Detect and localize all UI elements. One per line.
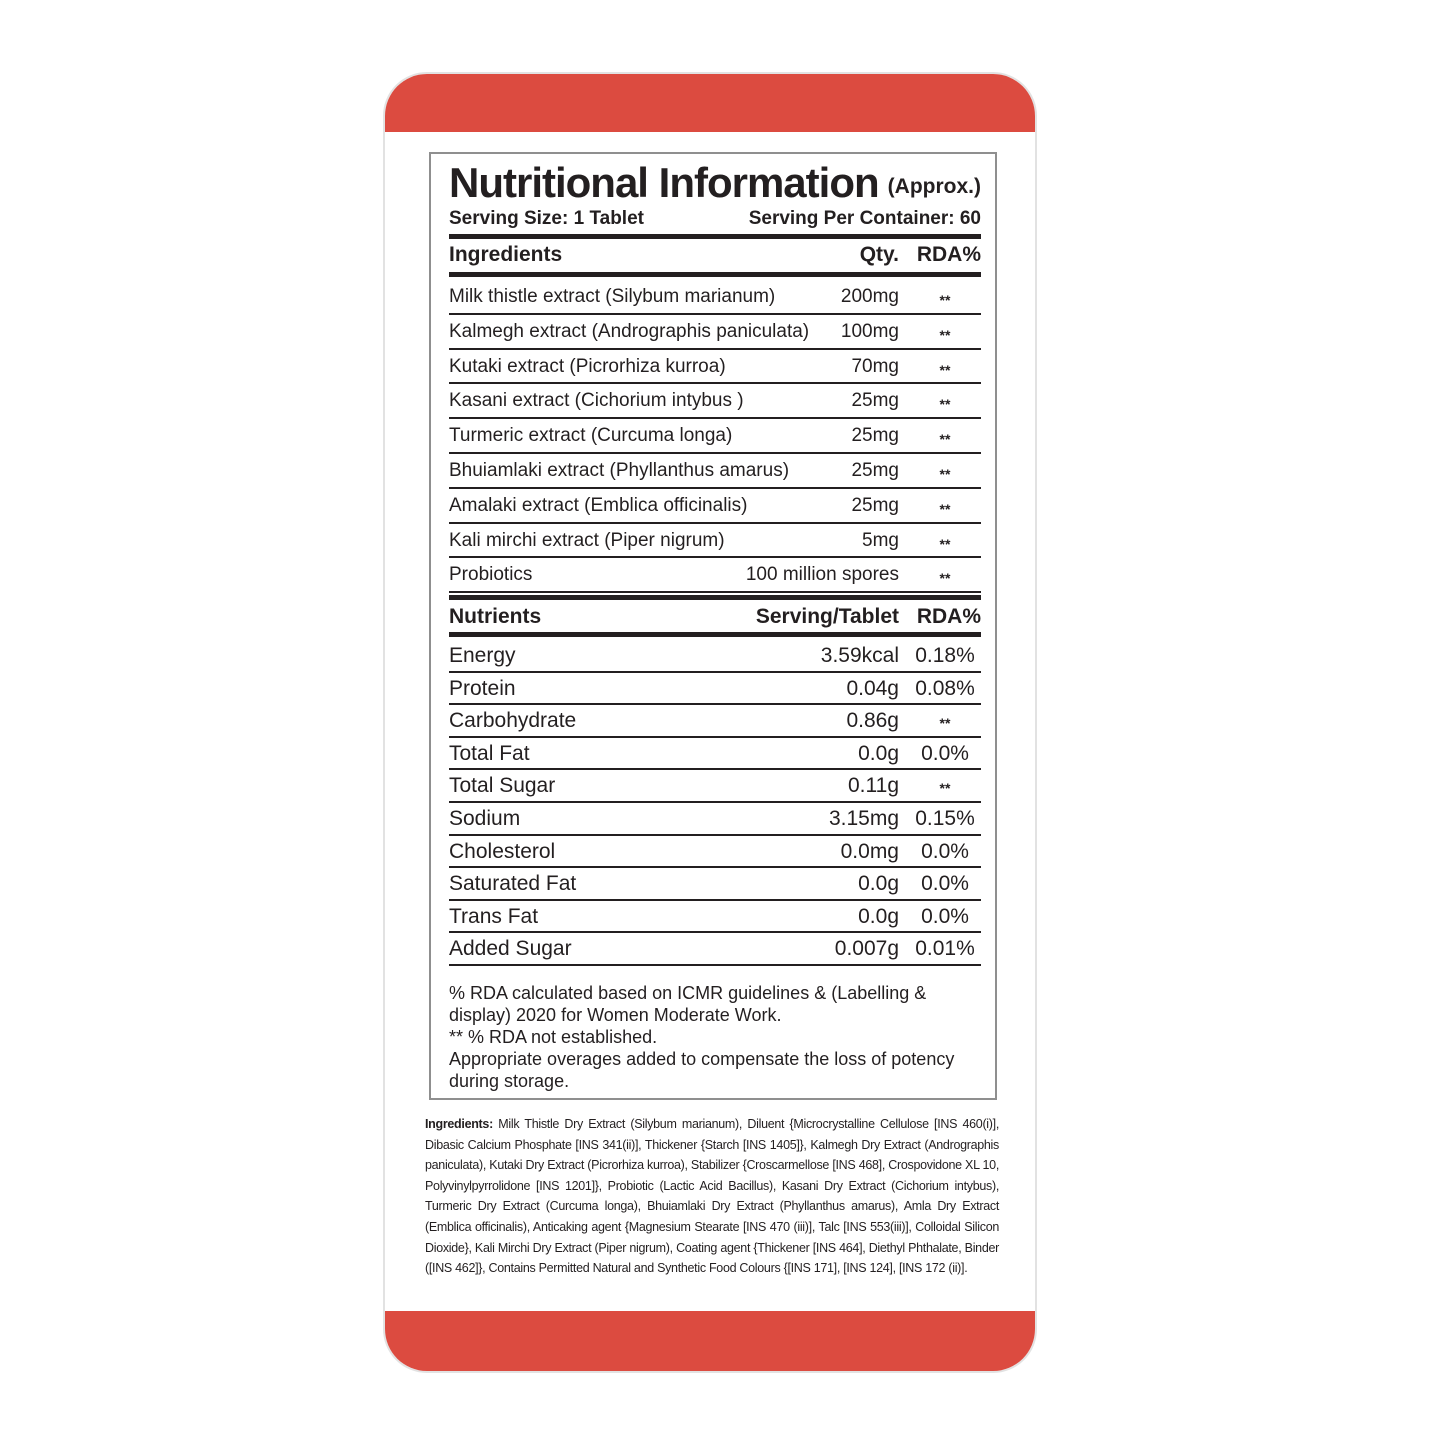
nutrient-name: Protein [449, 676, 516, 700]
nutrition-panel [429, 152, 997, 1100]
ingredient-rda: ** [939, 466, 951, 482]
serving-row [449, 206, 981, 232]
nutrient-name: Total Fat [449, 741, 530, 765]
ingredients-header-name: Ingredients [449, 243, 563, 266]
note-line: % RDA calculated based on ICMR guidelines & (Labelling & display) 2020 for Women Moderate Work. [449, 983, 927, 1025]
ingredient-rda: ** [939, 570, 951, 587]
ingredient-name: Kali mirchi extract (Piper nigrum) [449, 529, 725, 551]
nutrient-rda: 0.0% [921, 872, 969, 896]
nutrient-row [449, 868, 981, 901]
ingredient-row [449, 454, 981, 489]
ingredient-qty: 25mg [851, 494, 899, 516]
ingredient-row [449, 280, 981, 315]
ingredient-name: Kalmegh extract (Andrographis paniculata) [449, 320, 810, 342]
approx-note: (Approx.) [887, 175, 981, 198]
rda-notes [449, 982, 981, 1092]
nutrient-rda: 0.0% [921, 839, 969, 863]
ingredients-header-qty: Qty. [859, 243, 899, 266]
top-color-band [385, 74, 1035, 132]
note-line: ** % RDA not established. [449, 1027, 658, 1047]
ingredient-name: Turmeric extract (Curcuma longa) [449, 425, 733, 447]
nutrients-header-rda: RDA% [916, 605, 981, 628]
nutrient-serving: 0.86g [846, 709, 899, 733]
nutrient-rda: 0.0% [921, 741, 969, 765]
ingredient-row [449, 419, 981, 454]
note-line: Appropriate overages added to compensate the loss of potency during storage. [449, 1049, 955, 1091]
nutrient-serving: 0.0g [858, 904, 899, 928]
ingredient-qty: 25mg [851, 460, 899, 481]
nutrients-header [449, 602, 981, 632]
nutrient-rda: 0.01% [915, 937, 975, 961]
ingredients-statement-heading: Ingredients: [425, 1117, 493, 1131]
nutrient-name: Sodium [449, 807, 521, 830]
nutrient-serving: 0.007g [834, 937, 899, 961]
ingredient-qty: 100 million spores [745, 564, 899, 586]
nutrient-rda: 0.08% [915, 676, 975, 700]
ingredient-rda: ** [939, 396, 951, 413]
nutrients-header-qty: Serving/Tablet [755, 605, 899, 628]
nutrients-header-name: Nutrients [449, 605, 542, 628]
serving-per-container: Serving Per Container: 60 [748, 208, 981, 229]
ingredient-rda: ** [939, 431, 951, 448]
nutrient-name: Cholesterol [449, 839, 556, 863]
ingredient-qty: 5mg [862, 529, 899, 551]
nutrient-row [449, 738, 981, 771]
ingredients-header [449, 240, 981, 270]
nutrient-rda: 0.18% [915, 644, 975, 667]
ingredient-row [449, 524, 981, 559]
nutrient-name: Saturated Fat [449, 872, 577, 896]
ingredients-statement [425, 1114, 999, 1279]
ingredient-rda: ** [939, 361, 951, 378]
ingredient-name: Milk thistle extract (Silybum marianum) [449, 286, 776, 307]
nutrient-name: Trans Fat [449, 904, 539, 928]
ingredient-qty: 70mg [851, 355, 899, 377]
nutrient-rda: 0.15% [915, 807, 975, 830]
nutrient-serving: 0.04g [846, 676, 899, 700]
nutrient-row [449, 640, 981, 673]
ingredient-row [449, 384, 981, 419]
nutrient-name: Carbohydrate [449, 709, 577, 733]
divider-thick [449, 595, 981, 600]
title-row [449, 160, 981, 206]
nutrient-rda: ** [939, 780, 951, 797]
divider-thick [449, 234, 981, 239]
ingredient-name: Amalaki extract (Emblica officinalis) [449, 494, 748, 516]
nutrient-row [449, 705, 981, 738]
nutrient-rda: ** [939, 715, 951, 732]
nutrient-serving: 0.11g [848, 774, 899, 798]
nutrient-name: Added Sugar [449, 937, 572, 961]
nutrient-name: Energy [449, 644, 516, 667]
nutrient-serving: 3.15mg [828, 807, 899, 830]
ingredient-rda: ** [939, 535, 951, 552]
serving-size: Serving Size: 1 Tablet [449, 208, 644, 229]
ingredient-name: Probiotics [449, 564, 533, 586]
nutrient-row [449, 803, 981, 836]
ingredient-qty: 25mg [851, 425, 899, 447]
ingredient-rda: ** [939, 326, 951, 343]
nutrient-row [449, 933, 981, 966]
ingredient-qty: 100mg [840, 320, 899, 342]
ingredient-row [449, 315, 981, 350]
nutrient-serving: 3.59kcal [820, 644, 899, 667]
nutrient-rda: 0.0% [921, 904, 969, 928]
ingredients-statement-text: Milk Thistle Dry Extract (Silybum marianum), Diluent {Microcrystalline Cellulose [INS 460(i)], Dibasic Calcium Phosphate [INS 341(ii)], Thickener {Starch [INS 1405]}, Kalmegh Dry Extract (Andrographis paniculata), Kutaki Dry Extract (Picrorhiza kurroa), Stabilizer {Croscarmellose [INS 468], Crospovidone XL 10, Polyvinylpyrrolidone [INS 1201]}, Probiotic (Lactic Acid Bacillus), Kasani Dry Extract (Cichorium intybus), Turmeric Dry Extract (Curcuma longa), Bhuiamlaki Dry Extract (Phyllanthus amarus), Amla Dry Extract (Emblica officinalis), Anticaking agent {Magnesium Stearate [INS 470 (iii)], Talc [INS 553(iii)], Colloidal Silicon Dioxide}, Kali Mirchi Dry Extract (Piper nigrum), Coating agent {Thickener [INS 464], Diethyl Phthalate, Binder ([INS 462]}, Contains Permitted Natural and Synthetic Food Colours {[INS 171], [INS 124], [INS 172 (ii)]. [425, 1117, 999, 1276]
label-card [383, 72, 1037, 1373]
panel-title: Nutritional Information [449, 159, 879, 206]
nutrient-serving: 0.0g [858, 872, 899, 896]
nutrient-serving: 0.0mg [840, 839, 899, 863]
ingredient-qty: 200mg [840, 286, 899, 307]
ingredient-rda: ** [939, 500, 951, 517]
divider-thick [449, 272, 981, 277]
ingredient-row [449, 350, 981, 385]
ingredient-name: Kasani extract (Cichorium intybus ) [449, 390, 744, 412]
nutrient-serving: 0.0g [858, 741, 899, 765]
nutrient-name: Total Sugar [449, 774, 556, 798]
ingredient-row [449, 489, 981, 524]
nutrient-row [449, 836, 981, 869]
bottom-color-band [385, 1311, 1035, 1371]
ingredients-header-rda: RDA% [916, 243, 981, 266]
ingredient-name: Kutaki extract (Picrorhiza kurroa) [449, 355, 726, 377]
ingredient-qty: 25mg [851, 390, 899, 412]
nutrient-row [449, 673, 981, 706]
ingredient-rda: ** [939, 292, 951, 308]
nutrient-row [449, 770, 981, 803]
ingredient-name: Bhuiamlaki extract (Phyllanthus amarus) [449, 460, 790, 481]
nutrient-row [449, 901, 981, 934]
ingredient-row [449, 558, 981, 593]
divider-thick [449, 632, 981, 637]
